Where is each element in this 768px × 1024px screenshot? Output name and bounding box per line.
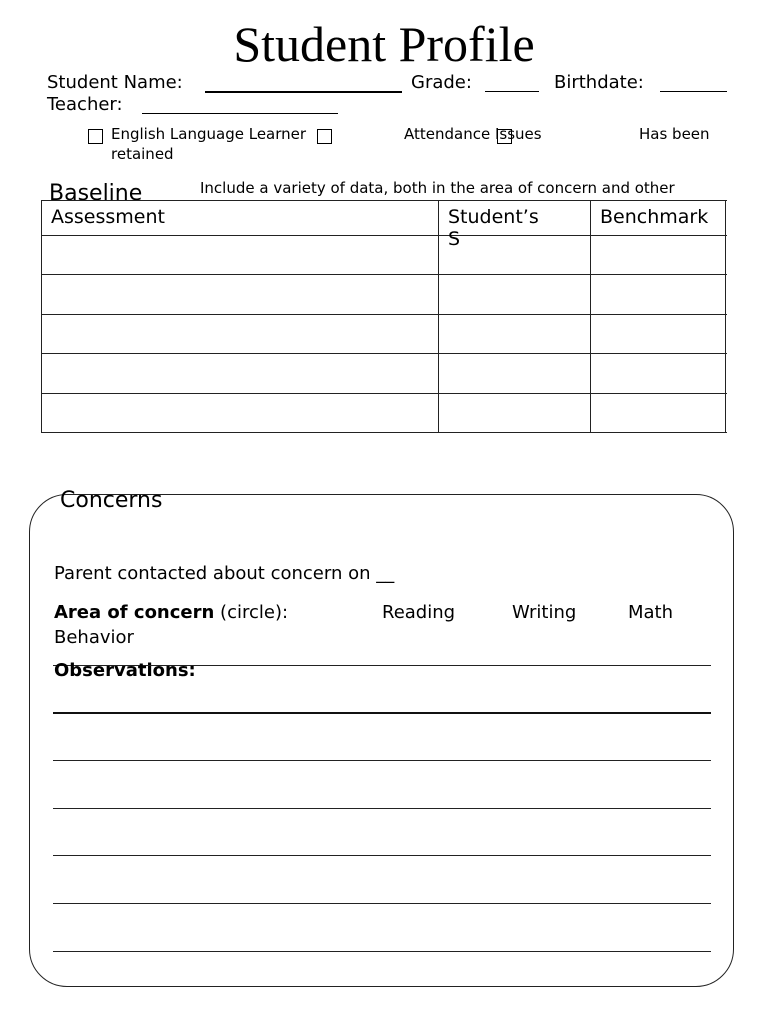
retained-label-line1: Has been [639,125,710,143]
birthdate-label: Birthdate: [554,72,644,93]
parent-contact-text: Parent contacted about concern on __ [54,563,395,584]
baseline-table [41,200,727,433]
ell-checkbox[interactable] [88,129,103,144]
area-option-reading[interactable]: Reading [382,602,456,623]
area-of-concern-bold: Area of concern [54,602,215,623]
concerns-heading: Concerns [60,488,163,513]
area-option-writing[interactable]: Writing [512,602,577,623]
table-border [41,274,727,275]
attendance-label: Attendance Issues [404,125,542,143]
table-border [590,200,591,433]
checkbox[interactable] [317,129,332,144]
grade-label: Grade: [411,72,472,93]
observations-label: Observations: [54,660,196,681]
area-of-concern-note: (circle): [220,602,289,623]
column-header-benchmark: Benchmark [600,206,709,228]
retained-label-line2: retained [111,145,174,163]
area-option-behavior[interactable]: Behavior [54,627,134,648]
table-border [41,432,727,433]
observation-line[interactable] [53,712,711,714]
grade-field[interactable] [485,91,539,92]
teacher-field[interactable] [142,113,338,114]
table-border [41,314,727,315]
table-border [41,353,727,354]
baseline-note: Include a variety of data, both in the area of concern and other [200,179,675,197]
page-title: Student Profile [233,16,535,72]
student-name-label: Student Name: [47,72,183,93]
baseline-heading: Baseline [49,181,143,206]
table-border [41,235,727,236]
observation-line[interactable] [53,951,711,952]
ell-label: English Language Learner [111,125,307,143]
attendance-checkbox[interactable] [497,129,512,144]
area-option-math[interactable]: Math [628,602,674,623]
student-name-field[interactable] [205,91,402,93]
teacher-label: Teacher: [47,94,123,115]
observation-line[interactable] [53,903,711,904]
observation-line[interactable] [53,760,711,761]
table-border [725,200,726,433]
birthdate-field[interactable] [660,91,727,92]
observation-line[interactable] [53,855,711,856]
table-border [438,200,439,433]
column-header-assessment: Assessment [51,206,165,228]
column-header-student-score: Student’s S [448,206,539,250]
table-border [41,200,42,433]
area-of-concern-label [54,602,288,624]
table-border [41,393,727,394]
observation-line[interactable] [53,808,711,809]
table-border [41,200,727,201]
